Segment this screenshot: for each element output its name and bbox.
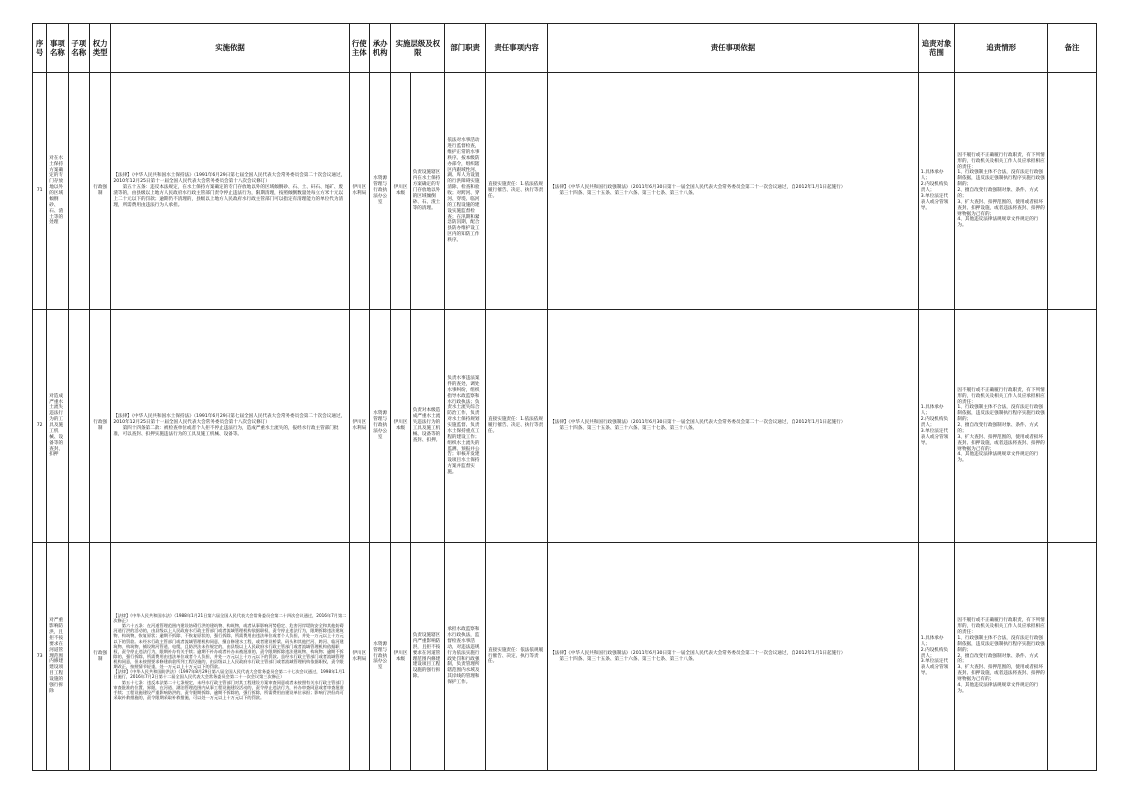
header-power-type: 权力类型 (90, 24, 111, 73)
resp-basis-paragraph: 【法律】《中华人民共和国行政强制法》（2011年6月30日第十一届全国人民代表大会常务委员会第二十一次会议通过，自2012年1月1日起施行） (550, 650, 846, 656)
circumstance-line: 2、擅自改变行政强制对象、条件、方式的； (957, 188, 1039, 199)
target-line: 3.单位法定代表人或分管领导。 (920, 193, 949, 211)
target-line: 2.内设机构负责人； (920, 417, 949, 429)
sub-item-cell (68, 73, 89, 310)
target-line: 2.内设机构负责人； (920, 182, 949, 194)
level-detail-cell: 负责设施辖区内在水土保持方案确定的专门存放地以外的区域倾倒砂、石、渣土等的清理。 (410, 73, 445, 310)
circumstance-line: 3、扩大查封、扣押范围的，使用或者损坏查封、扣押设施，或者违法将查封、扣押的财物据为己有的； (957, 434, 1045, 452)
dept-duty-cell: 依法对水事活动进行监督检查，维护正常的水事秩序。按本级防办部令，组织辖区内跟域性河、湖、库人为设置的行洪障碍实施清除、检查和验收；对跨河、穿河、穿堤、临河的工程设施的建设实施监督检查；在汛期和紧急防汛期，配合县防办维护设工区内的知防工作秩序。 (445, 73, 486, 310)
target-cell (918, 310, 955, 543)
header-dept-duty: 部门职责 (445, 24, 486, 73)
circumstance-line: 1、行政强制主体不合法，没有法定行政强制依据，违反法定强制执行程序实施行政强制的； (957, 405, 1045, 423)
circumstance-line: 4、其他违反法律法规规章文件规定的行为。 (957, 217, 1039, 229)
resp-content-cell: 直接实施责任：1.依法依规履行催告、决定、执行等责任。 (486, 310, 548, 543)
basis-cell (111, 543, 349, 771)
table-row (33, 73, 1097, 310)
header-basis: 实施依据 (111, 24, 349, 73)
header-level: 实施层级及权限 (391, 24, 445, 73)
target-line: 2.内设机构负责人； (920, 647, 949, 659)
header-seq: 序号 (33, 24, 47, 73)
item-name-cell: 对造成严重水土流失违法行为的工具及施工机械、设备等的查封、扣押 (47, 310, 68, 543)
level-detail-cell: 负责对本级造成严重水土流失违法行为的工具及施工机械、设备等的查封、扣押。 (410, 310, 445, 543)
basis-paragraph: 第五十五条：违反本法规定，在水土保持方案确定的专门存放地以外的区域倾倒砂、石、土、矸石、尾矿、废渣等的，由县级以上地方人民政府水行政主管部门责令停止违法行为，限期清理，按照倾倒数量处每立方米十元以上二十元以下的罚款；逾期仍不清理的，县级以上地方人民政府水行政主管部门可以指定有清理能力的单位代为清理，所需费用由违法行为人承担。 (113, 185, 344, 208)
dept-duty-cell: 承担水政监察和水行政执法，监督检查水事活动，对违法违规行为依法实施行政处罚和行政强制，负责管理所辖范围内水域及其岸线的管理和保护工作。 (445, 543, 486, 771)
level-cell: 伊川区本级 (391, 543, 410, 771)
circumstance-line: 4、其他违反法律法规规章文件规定的行为。 (957, 682, 1039, 694)
header-subject: 行使主体 (349, 24, 369, 73)
resp-basis-cell (548, 310, 919, 543)
circumstance-line: 3、扩大查封、扣押范围的，使用或者损坏查封、扣押设施，或者违法将查封、扣押的财物据为己有的； (957, 665, 1045, 683)
header-remark: 备注 (1048, 24, 1097, 73)
circumstance-line: 2、擅自改变行政强制对象、条件、方式的； (957, 423, 1039, 434)
circumstance-line: 4、其他违反法律法规规章文件规定的行为。 (957, 452, 1039, 464)
header-target: 追责对象范围 (918, 24, 955, 73)
header-item-name: 事项名称 (47, 24, 68, 73)
target-line: 1.具体承办人； (920, 635, 944, 647)
org-cell: 水资源管理与行政执法办公室 (369, 310, 390, 543)
circumstance-cell (955, 310, 1048, 543)
subject-cell: 伊川区水利局 (349, 73, 369, 310)
basis-paragraph: 【法律】《中华人民共和国防洪法》（1997年8月29日第八届全国人民代表大会常务委员会第二十七次会议通过，1998年1月1日施行，2016年7月2日第十二届全国人民代表大会常务委员会第二十一次会议第三次修正） (113, 669, 345, 680)
basis-paragraph: 【法律】《中华人民共和国水法》（1988年1月21日第六届全国人民代表大会常务委员会第二十四次会议通过，2016年7月第二次修正） (113, 612, 347, 624)
level-detail-cell: 负责设施辖区内严重影响防洪，且拒不按要求在河道管理范围内修建建设项目工程设施的强行拆除。 (410, 543, 445, 771)
power-type-cell: 行政强制 (90, 543, 111, 771)
header-org: 承办机构 (369, 24, 390, 73)
header-resp-content: 责任事项内容 (486, 24, 548, 73)
circumstance-cell (955, 543, 1048, 771)
sub-item-cell (68, 543, 89, 771)
org-cell: 水资源管理与行政执法办公室 (369, 543, 390, 771)
remark-cell (1048, 310, 1097, 543)
table-row (33, 310, 1097, 543)
resp-basis-paragraph: 【法律】《中华人民共和国行政强制法》（2011年6月30日第十一届全国人民代表大会常务委员会第二十一次会议通过，自2012年1月1日起施行） (550, 185, 846, 191)
header-circumstance: 追责情形 (955, 24, 1048, 73)
circumstance-cell (955, 73, 1048, 310)
basis-paragraph: 第六十五条：在河道管理范围内建设妨碍行洪的建筑物、构筑物，或者从事影响河势稳定、危害河岸堤防安全和其他妨碍河道行洪的活动的，由县级以上人民政府水行政主管部门或者流域管理机构依据职权，责令停止违法行为，限期拆除违法建筑物、构筑物，恢复原状；逾期不拆除、不恢复原状的，强行拆除，所需费用由违法单位或者个人负担，并处一万元以上十万元以下的罚款。未经水行政主管部门或者流域管理机构同意，擅自修建水工程，或者建设桥梁、码头和其他拦河、跨河、临河建筑物、构筑物，铺设跨河管道、电缆，且防洪法未作规定的，由县级以上人民政府水行政主管部门或者流域管理机构依据职权，责令停止违法行为，限期补办有关手续；逾期不补办或者补办未被批准的，责令限期拆除违法建筑物、构筑物；逾期不拆除的，强行拆除，所需费用由违法单位或者个人负担，并处一万元以上十万元以下的罚款。虽经水行政主管部门或者流域管理机构同意，但未按照要求修建前款所列工程设施的，由县级以上人民政府水行政主管部门或者流域管理机构依据职权，责令限期改正，按照情节轻重，处一万元以上十万元以下的罚款。 (113, 623, 344, 670)
header-row (33, 24, 1097, 73)
target-line: 1.具体承办人； (920, 405, 944, 417)
target-line: 1.具体承办人； (920, 170, 944, 182)
basis-paragraph: 第四十四条第二款：被检查单位或者个人拒不停止违法行为，造成严重水土流失的，报经水行政主管部门批准，可以查封、扣押实施违法行为的工具及施工机械、设备等。 (113, 426, 339, 437)
seq-cell: 72 (33, 310, 47, 543)
target-line: 3.单位法定代表人或分管领导。 (920, 659, 949, 677)
remark-cell (1048, 73, 1097, 310)
resp-content-cell: 直接实施责任：依法依规履行催告、决定、执行等责任。 (486, 543, 548, 771)
level-cell: 伊川区本级 (391, 310, 410, 543)
level-cell: 伊川区本级 (391, 73, 410, 310)
power-type-cell: 行政强制 (90, 73, 111, 310)
resp-basis-paragraph: 第三十四条、第三十五条、第三十六条、第三十七条、第三十八条。 (559, 426, 698, 431)
subject-cell: 伊川区水利局 (349, 543, 369, 771)
power-type-cell: 行政强制 (90, 310, 111, 543)
seq-cell: 71 (33, 73, 47, 310)
resp-basis-paragraph: 第三十四条、第三十五条、第三十六条、第三十七条、第三十八条。 (559, 656, 698, 662)
circumstance-line: 因不履行或不正确履行行政职责，有下列情形的，行政机关及相关工作人员应承担相应的责任： (957, 618, 1045, 636)
header-sub-item: 子项名称 (68, 24, 89, 73)
dept-duty-cell: 负责水事违法案件的查处，调处水事纠纷，组织指导水政监察和水行政执法；负责水土流失综合防治工作，负责对水土保持规划实施监督、负责水土保持重点工程的建设工作；组织水土流失的监测、预报并公告；审核开发建设项目水土保持方案并监督实施。 (445, 310, 486, 543)
header-resp-basis: 责任事项依据 (548, 24, 919, 73)
resp-basis-paragraph: 【法律】《中华人民共和国行政强制法》（2011年6月30日第十一届全国人民代表大会常务委员会第二十一次会议通过，自2012年1月1日起施行） (550, 420, 846, 426)
basis-paragraph: 【法律】《中华人民共和国水土保持法》（1991年6月29日第七届全国人民代表大会常务委员会第二十次会议通过，2010年12月25日第十一届全国人民代表大会常务委员会第十八次会议修订） (113, 173, 346, 185)
resp-basis-cell (548, 73, 919, 310)
table-row (33, 543, 1097, 771)
item-name-cell: 对在水土保持方案确定的专门存放地以外的区域倾倒砂、石、渣土等的处理 (47, 73, 68, 310)
resp-content-cell: 直接实施责任：1.依法依规履行催告、决定、执行等责任。 (486, 73, 548, 310)
circumstance-line: 2、擅自改变行政强制对象、条件、方式的； (957, 653, 1039, 665)
target-line: 3.单位法定代表人或分管领导。 (920, 428, 949, 446)
resp-basis-cell (548, 543, 919, 771)
remark-cell (1048, 543, 1097, 771)
subject-cell: 伊川区水利局 (349, 310, 369, 543)
target-cell (918, 73, 955, 310)
sub-item-cell (68, 310, 89, 543)
basis-paragraph: 第五十七条：违反本法第二十七条规定，未经水行政主管部门对其工程建设方案审查同意或者未按照有关水行政主管部门审查批准的位置、界限，在河道、湖泊管理范围内从事工程设施建设活动的，责令停止违法行为，补办审查同意或者审查批准手续；工程设施建设严重影响防洪的，责令限期拆除，逾期不拆除的，强行拆除，所需费用由建设单位承担；影响行洪但尚可采取补救措施的，责令限期采取补救措施，可以处一万元以上十万元以下的罚款。 (113, 679, 344, 700)
circumstance-line: 因不履行或不正确履行行政职责，有下列情形的，行政机关及相关工作人员应承担相应的责任： (957, 152, 1045, 170)
item-name-cell: 对严重影响防洪，且拒不按要求在河道管理范围内修建建设项目工程设施的强行拆除 (47, 543, 68, 771)
circumstance-line: 1、行政强制主体不合法，没有法定行政强制依据，违反法定强制执行程序实施行政强制的； (957, 170, 1045, 188)
org-cell: 水资源管理与行政执法办公室 (369, 73, 390, 310)
circumstance-line: 因不履行或不正确履行行政职责，有下列情形的，行政机关及相关工作人员应承担相应的责任： (957, 387, 1045, 405)
basis-paragraph: 【法律】《中华人民共和国水土保持法》（1991年6月29日第七届全国人民代表大会常务委员会第二十次会议通过，2010年12月25日第十一届全国人民代表大会常务委员会第十八次会议修订） (113, 414, 346, 426)
basis-cell (111, 310, 349, 543)
responsibility-table (32, 23, 1097, 771)
target-cell (918, 543, 955, 771)
basis-cell (111, 73, 349, 310)
circumstance-line: 1、行政强制主体不合法，没有法定行政强制依据，违反法定强制执行程序实施行政强制的； (957, 635, 1045, 653)
seq-cell: 73 (33, 543, 47, 771)
resp-basis-paragraph: 第三十四条、第三十五条、第三十六条、第三十七条、第三十八条。 (559, 191, 698, 196)
circumstance-line: 3、扩大查封、扣押范围的，使用或者损坏查封、扣押设施，或者违法将查封、扣押的财物据为己有的； (957, 199, 1045, 217)
